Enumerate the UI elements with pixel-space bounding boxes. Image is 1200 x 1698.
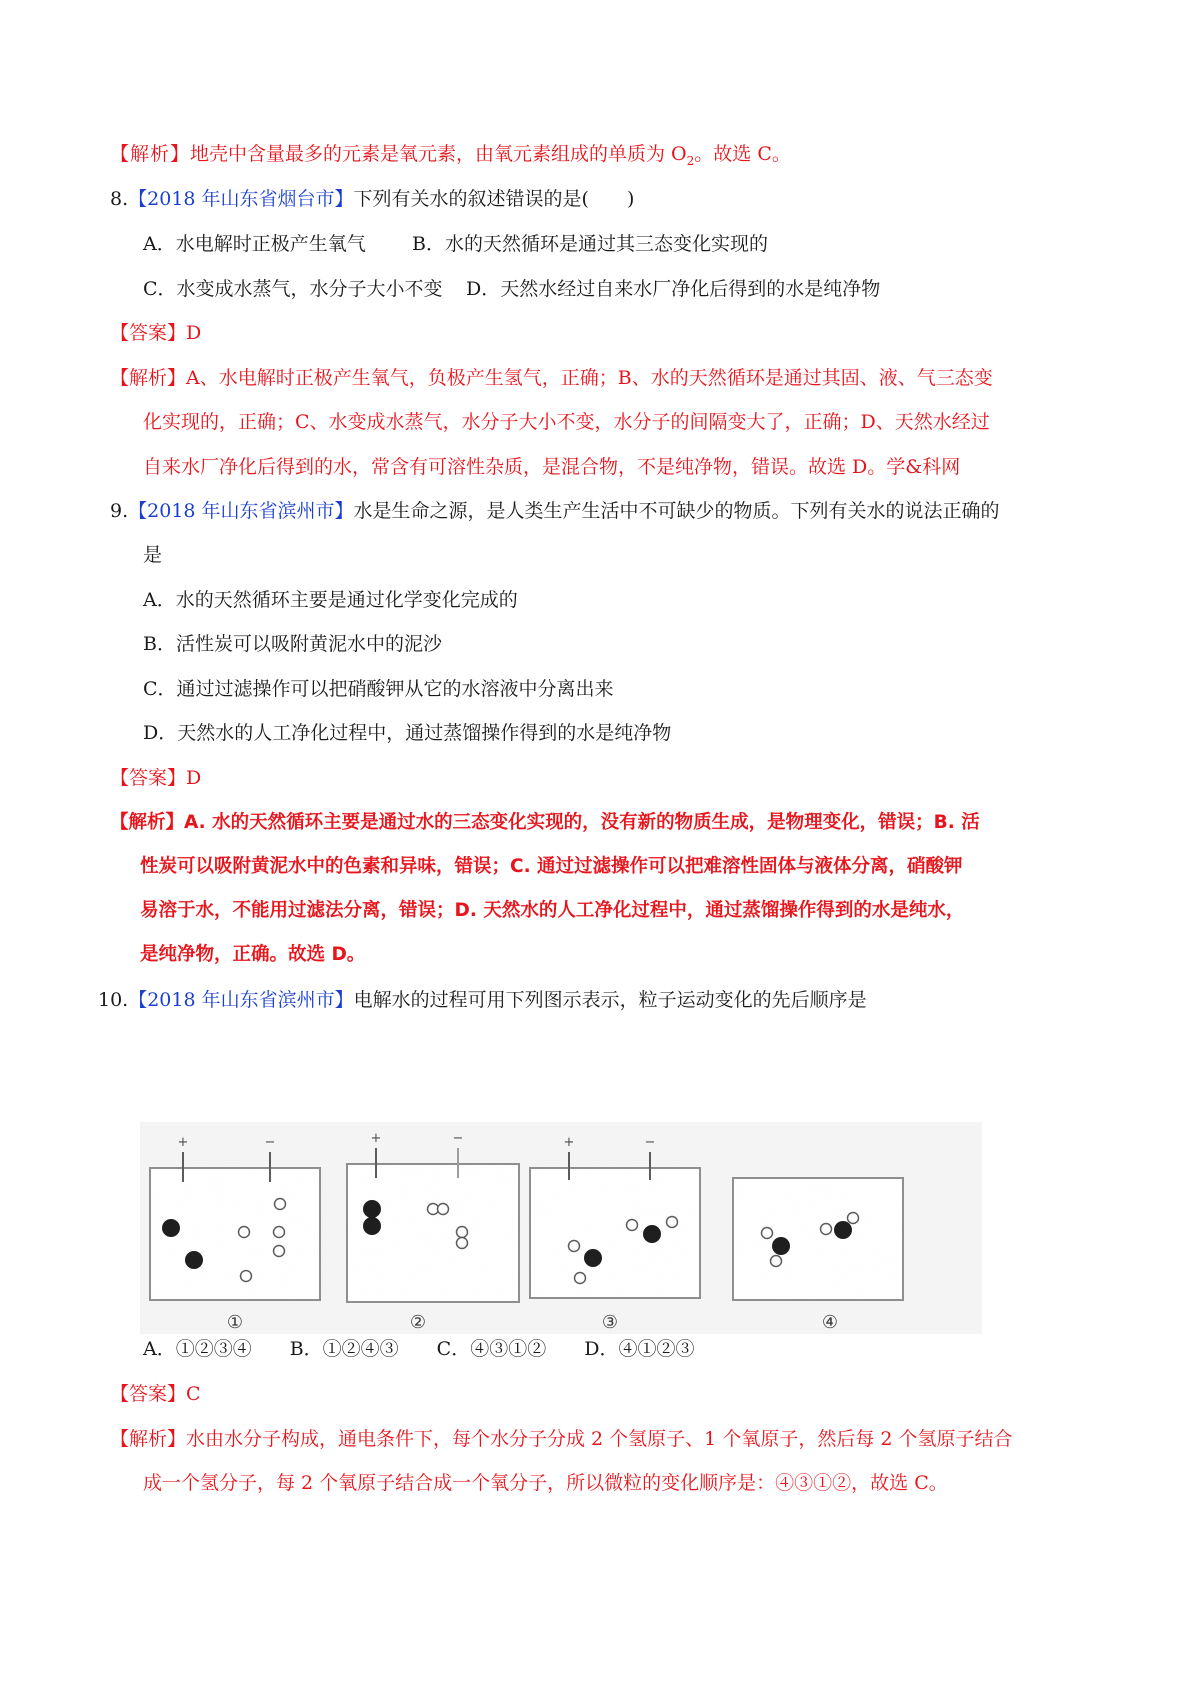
minus-sign: − bbox=[452, 1131, 464, 1146]
question-source: 【2018 年山东省滨州市】 bbox=[128, 989, 354, 1011]
minus-sign: − bbox=[264, 1135, 276, 1150]
question-source: 【2018 年山东省烟台市】 bbox=[128, 188, 354, 210]
analysis-text: 水由水分子构成，通电条件下，每个水分子分成 2 个氢原子、1 个氧原子，然后每 2 个氢原子结合 bbox=[186, 1428, 1013, 1450]
analysis-text: A、水电解时正极产生氧气，负极产生氢气，正确；B、水的天然循环是通过其固、液、气三态变 bbox=[186, 367, 993, 389]
q8-stem-line bbox=[110, 186, 634, 212]
answer-tag: 【答案】 bbox=[110, 322, 187, 344]
analysis-tag: 【解析】 bbox=[110, 812, 185, 833]
q8-analysis-line-2: 化实现的，正确；C、水变成水蒸气，水分子大小不变，水分子的间隔变大了，正确；D、天然水经过 bbox=[143, 411, 990, 433]
analysis-text-end: 。故选 C。 bbox=[694, 143, 791, 165]
plus-sign: + bbox=[177, 1135, 189, 1150]
answer-value: D bbox=[186, 322, 202, 344]
question-stem: 水是生命之源，是人类生产生活中不可缺少的物质。下列有关水的说法正确的 bbox=[353, 500, 1000, 522]
electrolysis-figure bbox=[140, 1122, 982, 1334]
panel-label: ④ bbox=[821, 1312, 839, 1333]
answer-tag: 【答案】 bbox=[110, 1383, 187, 1405]
question-source: 【2018 年山东省滨州市】 bbox=[128, 500, 354, 522]
q9-analysis-line-1 bbox=[110, 810, 980, 836]
panel-label: ② bbox=[409, 1312, 427, 1333]
analysis-text: 地壳中含量最多的元素是氧元素，由氧元素组成的单质为 O bbox=[190, 143, 687, 165]
q9-option-d: D．天然水的人工净化过程中，通过蒸馏操作得到的水是纯净物 bbox=[143, 722, 672, 744]
q8-option-b: B．水的天然循环是通过其三态变化实现的 bbox=[412, 233, 768, 255]
q7-analysis bbox=[110, 141, 791, 174]
panel-label: ③ bbox=[601, 1312, 619, 1333]
q9-answer bbox=[110, 765, 201, 791]
question-stem: 电解水的过程可用下列图示表示，粒子运动变化的先后顺序是 bbox=[353, 989, 867, 1011]
q10-analysis-line-1 bbox=[110, 1426, 1012, 1452]
q9-option-b: B．活性炭可以吸附黄泥水中的泥沙 bbox=[143, 633, 442, 655]
subscript: 2 bbox=[686, 153, 695, 168]
q8-option-a: A．水电解时正极产生氧气 bbox=[143, 233, 366, 255]
analysis-text: A. 水的天然循环主要是通过水的三态变化实现的，没有新的物质生成，是物理变化，错误；B. 活 bbox=[184, 812, 980, 833]
q8-analysis-line-3: 自来水厂净化后得到的水，常含有可溶性杂质，是混合物，不是纯净物，错误。故选 D。学&科网 bbox=[143, 456, 961, 478]
q9-analysis-line-2: 性炭可以吸附黄泥水中的色素和异味，错误；C. 通过过滤操作可以把难溶性固体与液体分离，硝酸钾 bbox=[140, 856, 963, 877]
answer-value: C bbox=[186, 1383, 201, 1405]
analysis-tag: 【解析】 bbox=[110, 1428, 187, 1450]
panel-label: ① bbox=[226, 1312, 244, 1333]
minus-sign: − bbox=[644, 1135, 656, 1150]
question-number: 10. bbox=[98, 989, 129, 1011]
question-number: 9. bbox=[110, 500, 129, 522]
analysis-tag: 【解析】 bbox=[110, 367, 187, 389]
q10-answer bbox=[110, 1381, 201, 1407]
q8-option-c: C．水变成水蒸气，水分子大小不变 bbox=[143, 278, 443, 300]
q9-option-c: C．通过过滤操作可以把硝酸钾从它的水溶液中分离出来 bbox=[143, 678, 614, 700]
question-number: 8. bbox=[110, 188, 129, 210]
analysis-tag: 【解析】 bbox=[110, 143, 191, 165]
q8-analysis-line-1 bbox=[110, 365, 993, 391]
q9-analysis-line-3: 易溶于水，不能用过滤法分离，错误；D. 天然水的人工净化过程中，通过蒸馏操作得到的水是纯水， bbox=[140, 900, 965, 921]
q9-option-a: A．水的天然循环主要是通过化学变化完成的 bbox=[143, 589, 518, 611]
q10-options: A．①②③④ B．①②④③ C．④③①② D．④①②③ bbox=[143, 1338, 695, 1360]
plus-sign: + bbox=[370, 1131, 382, 1146]
plus-sign: + bbox=[563, 1135, 575, 1150]
q10-stem-line bbox=[98, 987, 867, 1013]
q10-analysis-line-2: 成一个氢分子，每 2 个氧原子结合成一个氧分子，所以微粒的变化顺序是：④③①②，故选 C。 bbox=[143, 1472, 948, 1494]
question-stem: 下列有关水的叙述错误的是( ) bbox=[353, 188, 635, 210]
answer-value: D bbox=[186, 767, 202, 789]
q8-answer bbox=[110, 320, 201, 346]
scan-texture bbox=[140, 1122, 982, 1334]
q9-analysis-line-4: 是纯净物，正确。故选 D。 bbox=[140, 944, 366, 965]
answer-tag: 【答案】 bbox=[110, 767, 187, 789]
q9-stem-line bbox=[110, 498, 1000, 524]
q9-stem-line-2: 是 bbox=[143, 544, 163, 566]
q8-option-d: D．天然水经过自来水厂净化后得到的水是纯净物 bbox=[466, 278, 881, 300]
